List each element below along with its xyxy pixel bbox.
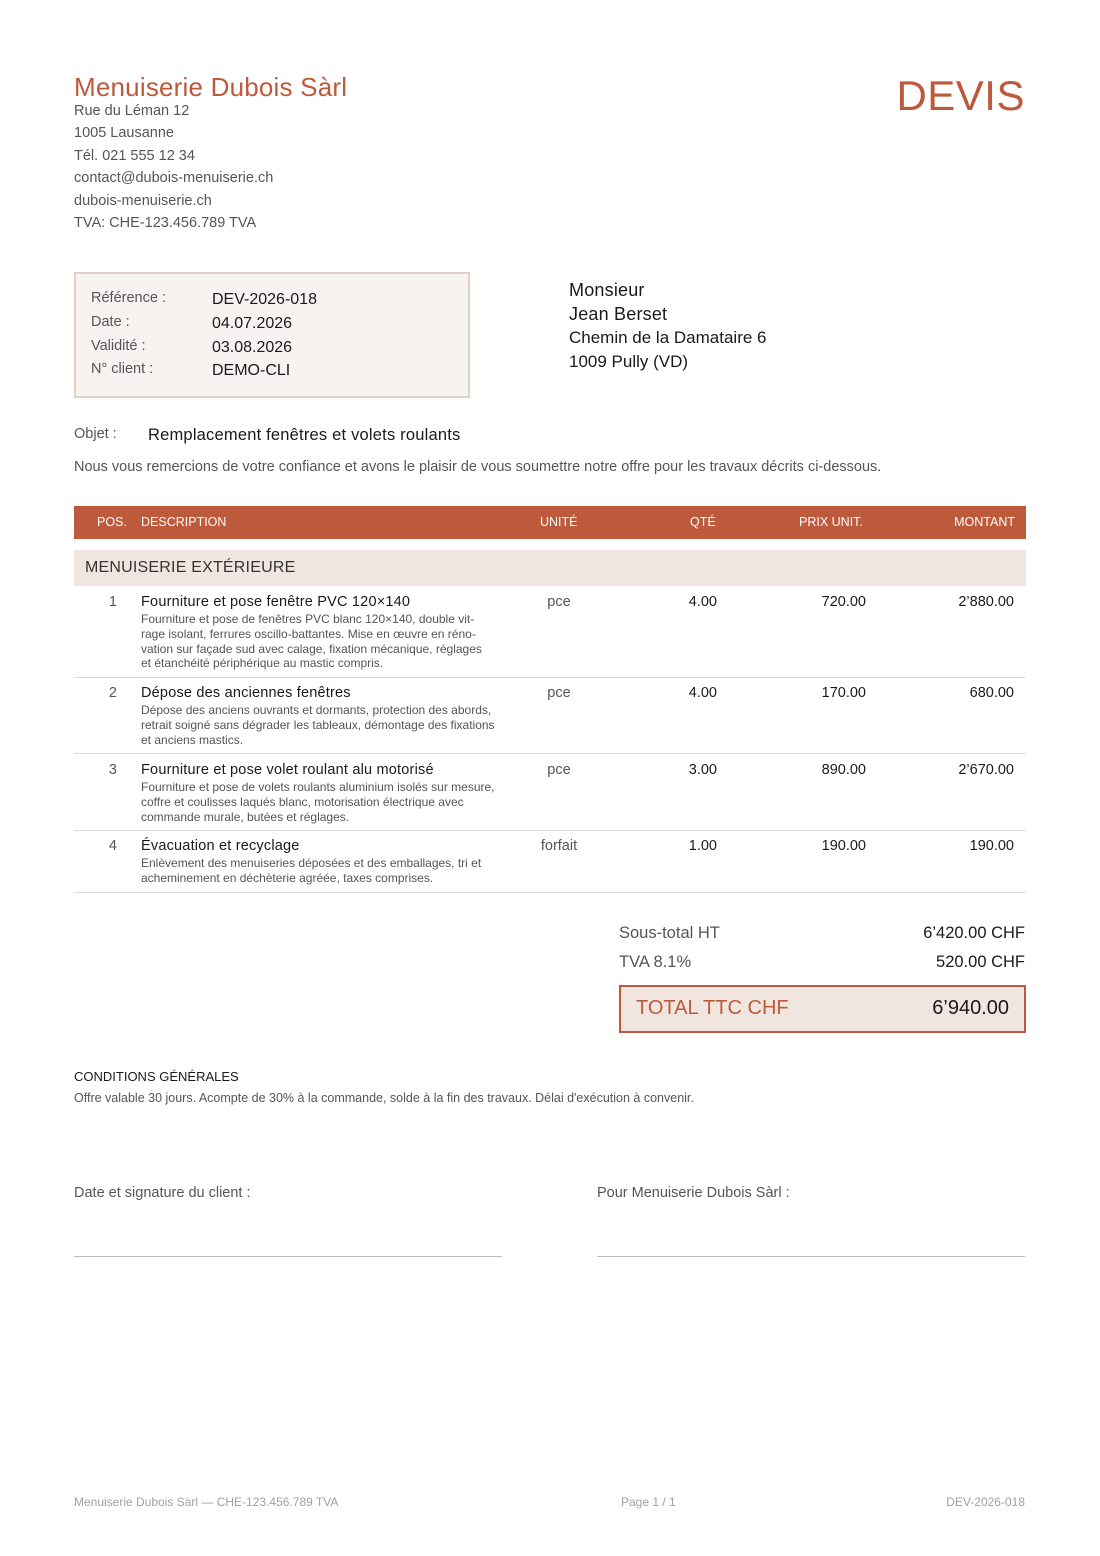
company-email: contact@dubois-menuiserie.ch (74, 170, 274, 187)
header-price: PRIX UNIT. (799, 515, 863, 529)
row-description-line: vation sur façade sud avec calage, fixation mécanique, réglages (141, 641, 482, 656)
row-pos: 4 (108, 838, 117, 854)
row-unit: pce (547, 762, 571, 778)
table-header (74, 506, 1026, 539)
reference-box (74, 272, 470, 398)
company-city: 1005 Lausanne (74, 125, 174, 142)
row-pos: 2 (108, 685, 117, 701)
subtotal-label: Sous-total HT (619, 924, 720, 942)
subtotal-value: 6’420.00 CHF (923, 924, 1025, 942)
row-description-line: rage isolant, ferrures oscillo-battantes. Mise en œuvre en réno- (141, 626, 476, 641)
company-signature-label: Pour Menuiserie Dubois Sàrl : (597, 1185, 790, 1201)
row-description (141, 612, 521, 671)
row-unit-price: 170.00 (821, 685, 866, 701)
client-signature-label: Date et signature du client : (74, 1185, 251, 1201)
row-description (141, 780, 521, 824)
document-title: DEVIS (896, 72, 1025, 119)
row-qty: 4.00 (688, 594, 717, 610)
row-description-line: Fourniture et pose de volets roulants aluminium isolés sur mesure, (141, 780, 495, 794)
row-title: Dépose des anciennes fenêtres (141, 685, 351, 701)
recipient-name: Jean Berset (569, 304, 668, 324)
company-website: dubois-menuiserie.ch (74, 192, 212, 209)
row-description-line: Fourniture et pose de fenêtres PVC blanc 120×140, double vit- (141, 612, 475, 626)
header-description: DESCRIPTION (141, 515, 227, 529)
row-qty: 3.00 (688, 762, 717, 778)
row-amount: 2’670.00 (958, 762, 1014, 778)
row-unit: pce (547, 685, 571, 701)
validity-value: 03.08.2026 (212, 339, 293, 356)
intro-text: Nous vous remercions de votre confiance et avons le plaisir de vous soumettre notre offre pour les travaux décrits ci-dessous. (74, 459, 882, 475)
validity-label: Validité : (91, 338, 146, 354)
row-title: Évacuation et recyclage (141, 838, 300, 854)
row-unit: forfait (540, 838, 578, 854)
recipient-street: Chemin de la Damataire 6 (569, 328, 767, 347)
row-description-line: coffre et coulisses laqués blanc, motorisation électrique avec (141, 794, 464, 809)
client-number-value: DEMO-CLI (212, 362, 291, 379)
company-signature-line (597, 1256, 1025, 1257)
company-vat: TVA: CHE-123.456.789 TVA (74, 215, 257, 232)
client-signature-line (74, 1256, 502, 1257)
conditions-text: Offre valable 30 jours. Acompte de 30% à la commande, solde à la fin des travaux. Délai d'exécution à convenir. (74, 1091, 694, 1105)
grand-total-value: 6’940.00 (932, 997, 1009, 1019)
header-amount: MONTANT (954, 515, 1015, 529)
reference-value: DEV-2026-018 (212, 291, 317, 308)
company-address (74, 100, 273, 234)
row-description-line: Enlèvement des menuiseries déposées et des emballages, tri et (141, 856, 482, 870)
company-street: Rue du Léman 12 (74, 103, 190, 119)
header-qty: QTÉ (690, 515, 716, 529)
row-unit-price: 190.00 (821, 838, 866, 854)
row-description-line: Dépose des anciens ouvrants et dormants, protection des abords, (141, 703, 492, 717)
row-qty: 1.00 (688, 838, 717, 854)
row-description-line: commande murale, butées et réglages. (141, 809, 350, 824)
row-description-line: acheminement en déchèterie agréée, taxes comprises. (141, 870, 434, 885)
footer-company: Menuiserie Dubois Sàrl — CHE-123.456.789 TVA (74, 1495, 339, 1509)
recipient-address (569, 278, 766, 374)
row-description-line: et étanchéité périphérique au mastic compris. (141, 656, 384, 671)
subject-label: Objet : (74, 426, 117, 442)
footer-page-number: Page 1 / 1 (621, 1495, 676, 1509)
row-title: Fourniture et pose fenêtre PVC 120×140 (141, 594, 411, 610)
row-description-line: et anciens mastics. (141, 732, 244, 747)
vat-label: TVA 8.1% (619, 953, 692, 971)
conditions-title: CONDITIONS GÉNÉRALES (74, 1069, 239, 1084)
subject-value: Remplacement fenêtres et volets roulants (148, 426, 461, 444)
section-header (74, 550, 1026, 586)
company-name: Menuiserie Dubois Sàrl (74, 72, 348, 102)
row-description (141, 856, 521, 886)
table-row (74, 754, 1026, 831)
date-value: 04.07.2026 (212, 315, 293, 332)
recipient-salutation: Monsieur (569, 280, 645, 300)
row-qty: 4.00 (688, 685, 717, 701)
row-description-line: retrait soigné sans dégrader les tableaux, démontage des fixations (141, 717, 495, 732)
table-row (74, 586, 1026, 678)
table-row (74, 830, 1026, 893)
company-phone: Tél. 021 555 12 34 (74, 147, 195, 164)
client-number-label: N° client : (91, 361, 154, 377)
row-unit: pce (547, 594, 571, 610)
section-title: MENUISERIE EXTÉRIEURE (85, 559, 296, 576)
row-amount: 680.00 (969, 685, 1014, 701)
row-amount: 190.00 (969, 838, 1014, 854)
grand-total-box (619, 985, 1026, 1033)
header-unit: UNITÉ (540, 515, 578, 529)
recipient-city: 1009 Pully (VD) (569, 352, 689, 371)
grand-total-label: TOTAL TTC CHF (636, 997, 789, 1019)
row-pos: 3 (108, 762, 117, 778)
table-row (74, 677, 1026, 754)
reference-label: Référence : (91, 290, 166, 306)
footer-reference: DEV-2026-018 (946, 1495, 1025, 1509)
row-pos: 1 (108, 594, 117, 610)
row-amount: 2’880.00 (958, 594, 1014, 610)
row-description (141, 703, 521, 747)
row-unit-price: 720.00 (821, 594, 866, 610)
vat-value: 520.00 CHF (936, 953, 1025, 971)
row-title: Fourniture et pose volet roulant alu motorisé (141, 762, 434, 778)
date-label: Date : (91, 314, 130, 330)
header-pos: POS. (97, 515, 127, 529)
row-unit-price: 890.00 (821, 762, 866, 778)
